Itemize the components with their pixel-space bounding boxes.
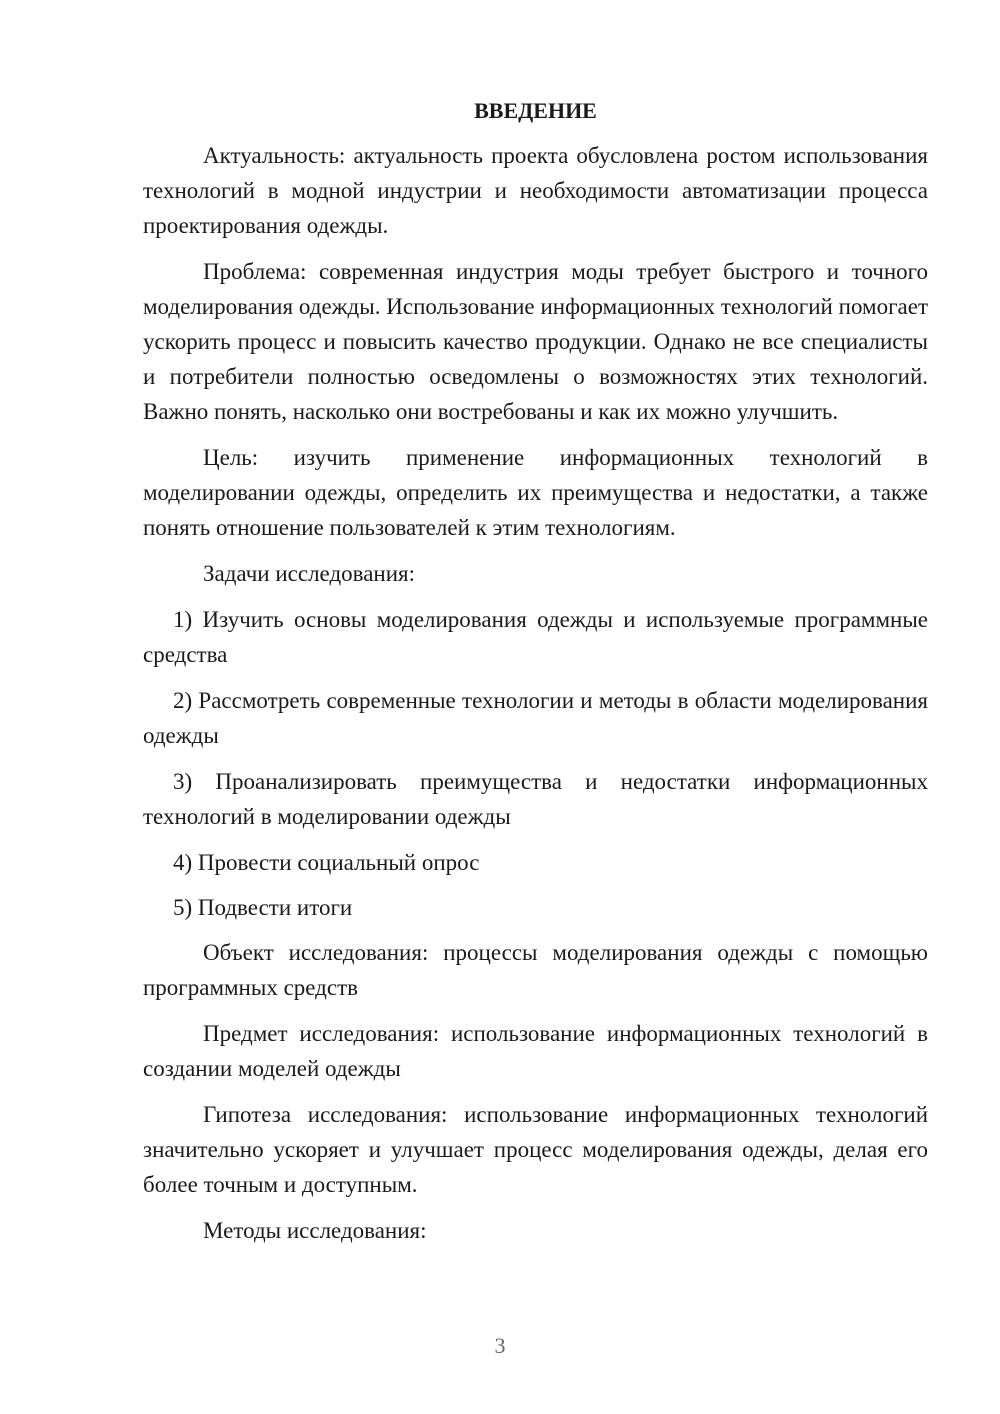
task-item-2: 2) Рассмотреть современные технологии и методы в области моделирования одежды xyxy=(143,688,928,748)
page-number: 3 xyxy=(494,1333,506,1358)
document-page xyxy=(143,96,928,1259)
paragraph-object: Объект исследования: процессы моделирования одежды с помощью программных средств xyxy=(143,940,928,1000)
section-heading: ВВЕДЕНИЕ xyxy=(474,98,597,123)
paragraph-hypothesis: Гипотеза исследования: использование информационных технологий значительно ускоряет и улучшает процесс моделирования одежды, делая его более точным и доступным. xyxy=(143,1102,928,1197)
task-item-5: 5) Подвести итоги xyxy=(173,895,353,920)
paragraph-goal: Цель: изучить применение информационных технологий в моделировании одежды, определить их преимущества и недостатки, а также понять отношение пользователей к этим технологиям. xyxy=(143,445,928,540)
paragraph-subject: Предмет исследования: использование информационных технологий в создании моделей одежды xyxy=(143,1021,928,1081)
task-item-1: 1) Изучить основы моделирования одежды и используемые программные средства xyxy=(143,607,928,667)
paragraph-relevance: Актуальность: актуальность проекта обусловлена ростом использования технологий в модной индустрии и необходимости автоматизации процесса проектирования одежды. xyxy=(143,143,928,238)
methods-heading: Методы исследования: xyxy=(203,1218,427,1243)
paragraph-problem: Проблема: современная индустрия моды требует быстрого и точного моделирования одежды. Использование информационных технологий помогает ускорить процесс и повысить качество продукции. Однако не все специалисты и потребители полностью осведомлены о возможностях этих технологий. Важно понять, насколько они востребованы и как их можно улучшить. xyxy=(143,259,928,424)
tasks-heading: Задачи исследования: xyxy=(203,561,416,586)
task-item-4: 4) Провести социальный опрос xyxy=(173,850,480,875)
task-item-3: 3) Проанализировать преимущества и недостатки информационных технологий в моделировании одежды xyxy=(143,769,928,829)
